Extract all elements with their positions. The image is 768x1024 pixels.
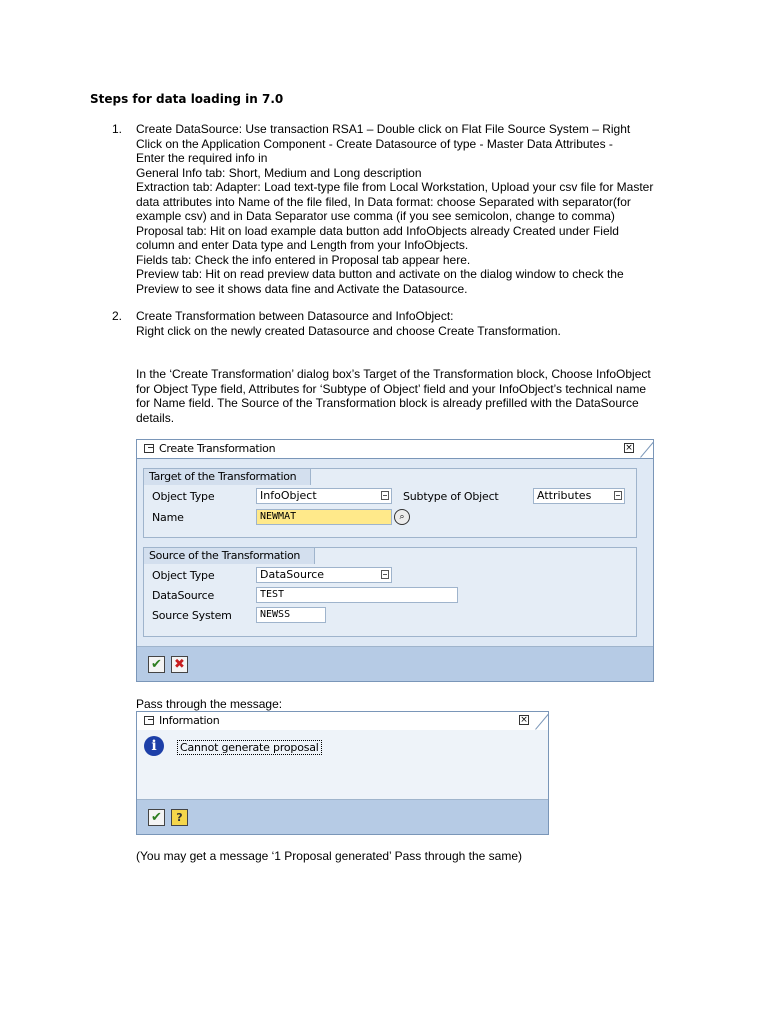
step-1-line: Proposal tab: Hit on load example data button add InfoObjects already Created under Field <box>136 223 619 238</box>
step-1-line: Create DataSource: Use transaction RSA1 – Double click on Flat File Source System – Right <box>136 122 631 136</box>
object-type-field[interactable] <box>256 488 392 504</box>
datasource-label: DataSource <box>152 589 215 602</box>
object-type-label: Object Type <box>152 490 215 503</box>
footer-note: (You may get a message ‘1 Proposal generated’ Pass through the same) <box>136 849 523 863</box>
dialog-window-icon <box>144 716 154 725</box>
subtype-field[interactable] <box>533 488 625 504</box>
dropdown-icon[interactable] <box>614 491 622 500</box>
step-1-line: Preview tab: Hit on read preview data button and activate on the dialog window to check the <box>136 267 624 281</box>
transformation-instructions <box>136 367 651 425</box>
dropdown-icon[interactable] <box>381 491 389 500</box>
info-body <box>137 730 548 802</box>
help-icon[interactable]: ? <box>171 809 188 826</box>
name-label: Name <box>152 511 184 524</box>
document-heading: Steps for data loading in 7.0 <box>90 92 284 106</box>
step-1-line: example csv) and in Data Separator use comma (if you see semicolon, change to comma) <box>136 209 615 223</box>
check-icon[interactable]: ✔ <box>148 809 165 826</box>
paragraph-line: details. <box>136 410 175 425</box>
subtype-value: Attributes <box>537 489 592 502</box>
step-1-line: Preview to see it shows data fine and Activate the Datasource. <box>136 281 468 296</box>
paragraph-line: In the ‘Create Transformation’ dialog box’s Target of the Transformation block, Choose InfoObject <box>136 367 651 381</box>
datasource-field[interactable]: TEST <box>256 587 458 603</box>
step-1-line: Extraction tab: Adapter: Load text-type file from Local Workstation, Upload your csv file for Master <box>136 180 654 194</box>
check-icon[interactable]: ✔ <box>148 656 165 673</box>
source-group <box>143 547 637 637</box>
step-2-line: Create Transformation between Datasource and InfoObject: <box>136 309 454 323</box>
step-1-line: data attributes into Name of the file filed, In Data format: choose Separated with separator(for <box>136 194 631 209</box>
info-icon: i <box>144 736 164 756</box>
step-2-line: Right click on the newly created Datasource and choose Create Transformation. <box>136 323 561 338</box>
step-1-line: Fields tab: Check the info entered in Proposal tab appear here. <box>136 252 471 267</box>
dropdown-icon[interactable] <box>381 570 389 579</box>
object-type-value: InfoObject <box>260 489 317 502</box>
step-number: 1. <box>112 122 123 136</box>
dialog-title-bar <box>137 440 653 459</box>
dialog-title: Create Transformation <box>159 442 276 455</box>
source-group-title: Source of the Transformation <box>144 548 315 564</box>
dialog-button-bar <box>137 799 548 834</box>
name-field[interactable]: NEWMAT <box>256 509 392 525</box>
step-number: 2. <box>112 309 123 323</box>
close-icon[interactable]: × <box>625 443 633 453</box>
step-1-line: General Info tab: Short, Medium and Long description <box>136 165 422 180</box>
close-icon[interactable]: × <box>520 715 528 725</box>
search-help-icon[interactable]: ⌕ <box>394 509 410 525</box>
pass-through-label: Pass through the message: <box>136 697 283 711</box>
target-group-title: Target of the Transformation <box>144 469 311 485</box>
step-1-line: Click on the Application Component - Create Datasource of type - Master Data Attributes - <box>136 136 613 151</box>
paragraph-line: for Object Type field, Attributes for ‘Subtype of Object’ field and your InfoObject’s technical name <box>136 381 647 396</box>
dialog-button-bar <box>137 646 653 681</box>
step-1-line: column and enter Data type and Length from your InfoObjects. <box>136 238 469 252</box>
source-object-type-field[interactable] <box>256 567 392 583</box>
info-message: Cannot generate proposal <box>177 740 322 755</box>
create-transformation-dialog <box>136 439 654 682</box>
paragraph-line: for Name field. The Source of the Transformation block is already prefilled with the DataSource <box>136 396 639 410</box>
source-object-type-label: Object Type <box>152 569 215 582</box>
step-1-line: Enter the required info in <box>136 151 268 165</box>
dialog-title: Information <box>159 714 220 727</box>
cancel-icon[interactable]: ✖ <box>171 656 188 673</box>
source-system-field[interactable]: NEWSS <box>256 607 326 623</box>
title-bar-corner <box>623 440 653 458</box>
information-dialog <box>136 711 549 835</box>
dialog-window-icon <box>144 444 154 453</box>
source-system-label: Source System <box>152 609 232 622</box>
source-object-type-value: DataSource <box>260 568 325 581</box>
title-bar-corner <box>518 712 548 730</box>
dialog-title-bar <box>137 712 548 731</box>
subtype-label: Subtype of Object <box>403 490 499 503</box>
target-group <box>143 468 637 538</box>
